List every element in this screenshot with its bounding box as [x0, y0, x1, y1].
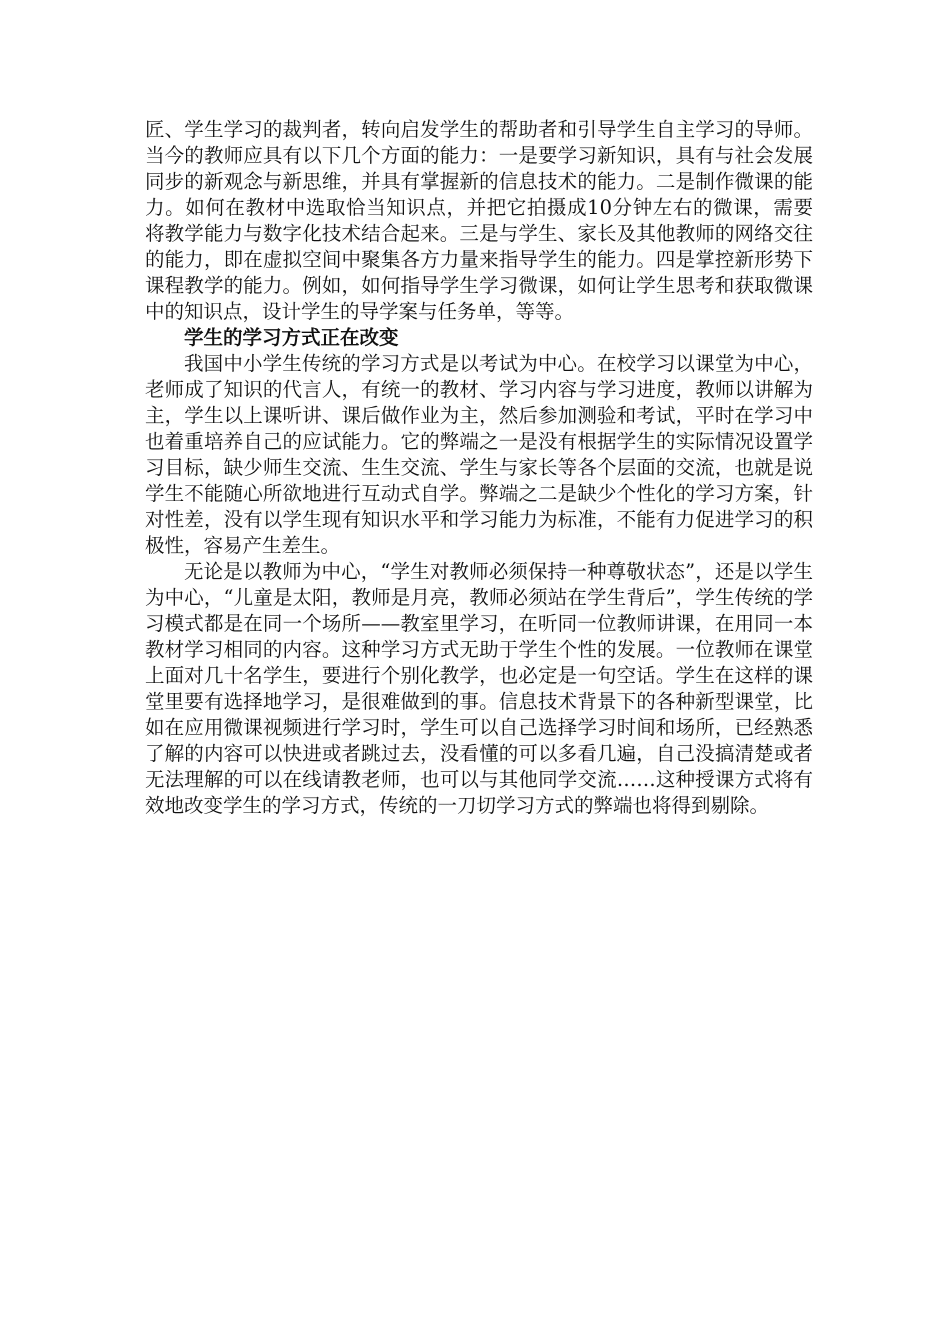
section-heading: 学生的学习方式正在改变 [184, 326, 399, 349]
paragraph-traditional-learning: 我国中小学生传统的学习方式是以考试为中心。在校学习以课堂为中心，老师成了知识的代言人，有统一的教材、学习内容与学习进度，教师以讲解为主，学生以上课听讲、课后做作业为主，然后参加测验和考试，平时在学习中也着重培养自己的应试能力。它的弊端之一是没有根据学生的实际情况设置学习目标，缺少师生交流、生生交流、学生与家长等各个层面的交流，也就是说学生不能随心所欲地进行互动式自学。弊端之二是缺少个性化的学习方案，针对性差，没有以学生现有知识水平和学习能力为标准，不能有力促进学习的积极性，容易产生差生。 [145, 352, 813, 557]
document-body [145, 117, 813, 819]
paragraph-continued: 匠、学生学习的裁判者，转向启发学生的帮助者和引导学生自主学习的导师。当今的教师应具有以下几个方面的能力：一是要学习新知识，具有与社会发展同步的新观念与新思维，并具有掌握新的信息技术的能力。二是制作微课的能力。如何在教材中选取恰当知识点，并把它拍摄成10分钟左右的微课，需要将教学能力与数字化技术结合起来。三是与学生、家长及其他教师的网络交往的能力，即在虚拟空间中聚集各方力量来指导学生的能力。四是掌控新形势下课程教学的能力。例如，如何指导学生学习微课，如何让学生思考和获取微课中的知识点，设计学生的导学案与任务单，等等。 [145, 118, 813, 323]
paragraph-learning-mode: 无论是以教师为中心，“学生对教师必须保持一种尊敬状态”，还是以学生为中心，“儿童是太阳，教师是月亮，教师必须站在学生背后”，学生传统的学习模式都是在同一个场所——教室里学习，在听同一位教师讲课，在用同一本教材学习相同的内容。这种学习方式无助于学生个性的发展。一位教师在课堂上面对几十名学生，要进行个别化教学，也必定是一句空话。学生在这样的课堂里要有选择地学习，是很难做到的事。信息技术背景下的各种新型课堂，比如在应用微课视频进行学习时，学生可以自己选择学习时间和场所，已经熟悉了解的内容可以快进或者跳过去，没看懂的可以多看几遍，自己没搞清楚或者无法理解的可以在线请教老师，也可以与其他同学交流……这种授课方式将有效地改变学生的学习方式，传统的一刀切学习方式的弊端也将得到剔除。 [145, 560, 813, 817]
